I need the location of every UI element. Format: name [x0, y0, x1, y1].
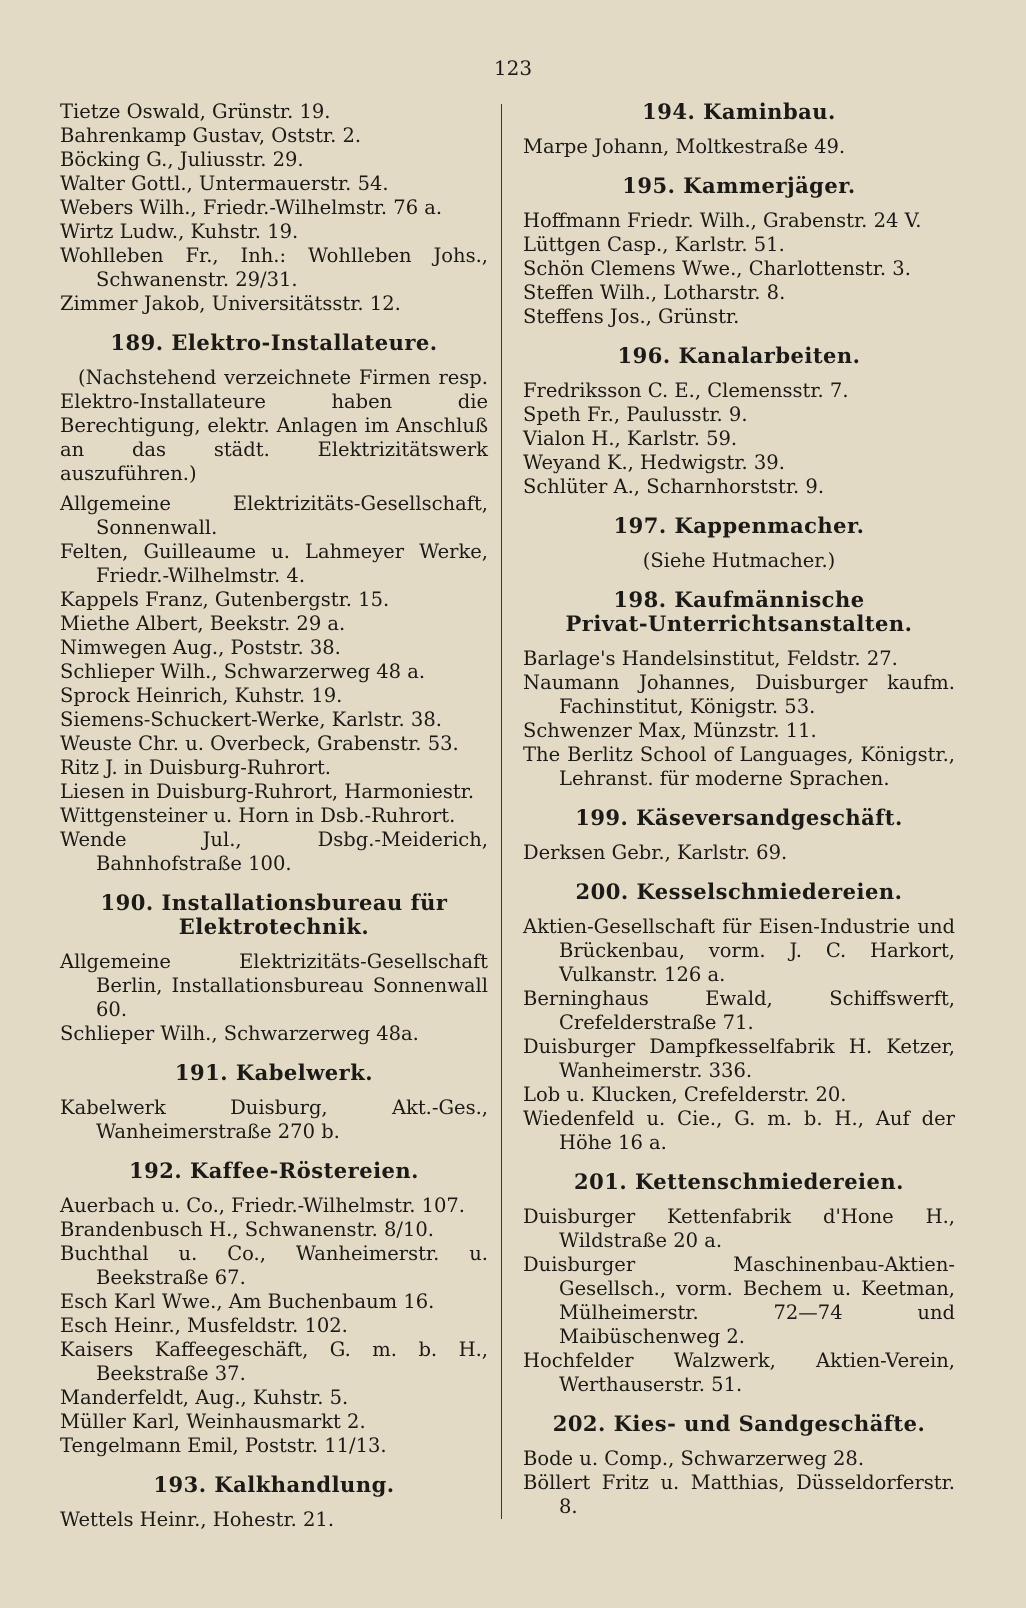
list-item: Marpe Johann, Moltkestraße 49. — [523, 135, 846, 158]
list-item: The Berlitz School of Languages, Königstr., Lehranst. für moderne Sprachen. — [523, 743, 955, 790]
list-item: Schön Clemens Wwe., Charlottenstr. 3. — [523, 257, 911, 280]
section-title: 200. Kesselschmiedereien. — [575, 879, 903, 904]
list-item: Brandenbusch H., Schwanenstr. 8/10. — [60, 1218, 434, 1241]
list-item: Fredriksson C. E., Clemensstr. 7. — [523, 379, 849, 402]
list-item: Wirtz Ludw., Kuhstr. 19. — [60, 220, 299, 243]
list-item: Böcking G., Juliusstr. 29. — [60, 148, 304, 171]
list-item: Zimmer Jakob, Universitätsstr. 12. — [60, 292, 401, 315]
section-title: 202. Kies- und Sandgeschäfte. — [552, 1411, 926, 1436]
section-heading-194 — [523, 100, 955, 124]
list-item: Speth Fr., Paulusstr. 9. — [523, 403, 748, 426]
list-item: Schlieper Wilh., Schwarzerweg 48 a. — [60, 660, 426, 683]
section-heading-200 — [523, 880, 955, 904]
section-title: 189. Elektro-Installateure. — [110, 330, 438, 355]
list-item: Walter Gottl., Untermauerstr. 54. — [60, 172, 389, 195]
list-item: Auerbach u. Co., Friedr.-Wilhelmstr. 107. — [60, 1194, 466, 1217]
list-item: Steffen Wilh., Lotharstr. 8. — [523, 281, 786, 304]
section-heading-198 — [523, 588, 955, 636]
column-divider — [501, 104, 502, 1519]
list-item: Lüttgen Casp., Karlstr. 51. — [523, 233, 785, 256]
section-heading-189 — [60, 331, 488, 355]
section-title: 198. Kaufmännische — [613, 587, 865, 612]
section-title: 197. Kappenmacher. — [613, 513, 865, 538]
list-item: Esch Karl Wwe., Am Buchenbaum 16. — [60, 1290, 435, 1313]
section-note: (Siehe Hutmacher.) — [642, 549, 836, 572]
section-title: 193. Kalkhandlung. — [153, 1472, 395, 1497]
section-heading-195 — [523, 174, 955, 198]
section-heading-197 — [523, 514, 955, 538]
list-item: Wiedenfeld u. Cie., G. m. b. H., Auf der Höhe 16 a. — [523, 1107, 955, 1154]
section-heading-191 — [60, 1061, 488, 1085]
section-heading-201 — [523, 1170, 955, 1194]
section-title-continued: Privat-Unterrichtsanstalten. — [565, 611, 913, 636]
left-column — [60, 100, 488, 1532]
list-item: Vialon H., Karlstr. 59. — [523, 427, 738, 450]
section-heading-192 — [60, 1159, 488, 1183]
section-title: 199. Käseversandgeschäft. — [575, 805, 903, 830]
list-item: Berninghaus Ewald, Schiffswerft, Crefelderstraße 71. — [523, 987, 955, 1034]
list-item: Duisburger Kettenfabrik d'Hone H., Wildstraße 20 a. — [523, 1205, 955, 1252]
list-item: Esch Heinr., Musfeldstr. 102. — [60, 1314, 348, 1337]
list-item: Schlieper Wilh., Schwarzerweg 48a. — [60, 1022, 419, 1045]
list-item: Ritz J. in Duisburg-Ruhrort. — [60, 756, 332, 779]
list-item: Hochfelder Walzwerk, Aktien-Verein, Werthauserstr. 51. — [523, 1349, 955, 1396]
section-heading-202 — [523, 1412, 955, 1436]
list-item: Tietze Oswald, Grünstr. 19. — [60, 100, 331, 123]
list-item: Buchthal u. Co., Wanheimerstr. u. Beekstraße 67. — [60, 1242, 488, 1289]
list-item: Lob u. Klucken, Crefelderstr. 20. — [523, 1083, 847, 1106]
list-item: Schwenzer Max, Münzstr. 11. — [523, 719, 817, 742]
list-item: Schlüter A., Scharnhorststr. 9. — [523, 475, 825, 498]
list-item: Bahrenkamp Gustav, Oststr. 2. — [60, 124, 362, 147]
list-item: Duisburger Dampfkesselfabrik H. Ketzer, Wanheimerstr. 336. — [523, 1035, 955, 1082]
section-title: 194. Kaminbau. — [642, 99, 836, 124]
list-item: Felten, Guilleaume u. Lahmeyer Werke, Friedr.-Wilhelmstr. 4. — [60, 540, 488, 587]
list-item: Steffens Jos., Grünstr. — [523, 305, 740, 328]
section-heading-193 — [60, 1473, 488, 1497]
right-column — [523, 100, 955, 1519]
list-item: Kappels Franz, Gutenbergstr. 15. — [60, 588, 390, 611]
list-item: Tengelmann Emil, Poststr. 11/13. — [60, 1434, 387, 1457]
section-title: 191. Kabelwerk. — [174, 1060, 374, 1085]
list-item: Wende Jul., Dsbg.-Meiderich, Bahnhofstraße 100. — [60, 828, 488, 875]
list-item: Bode u. Comp., Schwarzerweg 28. — [523, 1447, 865, 1470]
section-title: 195. Kammerjäger. — [622, 173, 856, 198]
list-item: Hoffmann Friedr. Wilh., Grabenstr. 24 V. — [523, 209, 922, 232]
list-item: Barlage's Handelsinstitut, Feldstr. 27. — [523, 647, 898, 670]
section-title: 190. Installationsbureau für — [100, 890, 448, 915]
list-item: Allgemeine Elektrizitäts-Gesellschaft, Sonnenwall. — [60, 492, 488, 539]
list-item: Naumann Johannes, Duisburger kaufm. Fachinstitut, Königstr. 53. — [523, 671, 955, 718]
list-item: Wohlleben Fr., Inh.: Wohlleben Johs., Schwanenstr. 29/31. — [60, 244, 488, 291]
list-item: Manderfeldt, Aug., Kuhstr. 5. — [60, 1386, 349, 1409]
list-item: Aktien-Gesellschaft für Eisen-Industrie und Brückenbau, vorm. J. C. Harkort, Vulkanstr. 126 a. — [523, 915, 955, 986]
list-item: Wittgensteiner u. Horn in Dsb.-Ruhrort. — [60, 804, 456, 827]
list-item: Kabelwerk Duisburg, Akt.-Ges., Wanheimerstraße 270 b. — [60, 1096, 488, 1143]
list-item: Böllert Fritz u. Matthias, Düsseldorferstr. 8. — [523, 1471, 955, 1518]
section-heading-199 — [523, 806, 955, 830]
page-number: 123 — [493, 56, 533, 80]
section-title: 196. Kanalarbeiten. — [617, 343, 861, 368]
list-item: Nimwegen Aug., Poststr. 38. — [60, 636, 341, 659]
section-title: 201. Kettenschmiedereien. — [574, 1169, 904, 1194]
list-item: Derksen Gebr., Karlstr. 69. — [523, 841, 788, 864]
list-item: Sprock Heinrich, Kuhstr. 19. — [60, 684, 343, 707]
list-item: Webers Wilh., Friedr.-Wilhelmstr. 76 a. — [60, 196, 443, 219]
section-heading-190 — [60, 891, 488, 939]
list-item: Duisburger Maschinenbau-Aktien-Gesellsch., vorm. Bechem u. Keetman, Mülheimerstr. 72—74 und Maibüschenweg 2. — [523, 1253, 955, 1348]
list-item: Miethe Albert, Beekstr. 29 a. — [60, 612, 346, 635]
section-note: (Nachstehend verzeichnete Firmen resp. Elektro-Installateure haben die Berechtigung, elektr. Anlagen im Anschluß an das städt. Elektrizitätswerk auszuführen.) — [60, 366, 488, 485]
list-item: Allgemeine Elektrizitäts-Gesellschaft Berlin, Installationsbureau Sonnenwall 60. — [60, 950, 488, 1021]
list-item: Müller Karl, Weinhausmarkt 2. — [60, 1410, 366, 1433]
list-item: Weuste Chr. u. Overbeck, Grabenstr. 53. — [60, 732, 459, 755]
section-heading-196 — [523, 344, 955, 368]
section-title: 192. Kaffee-Röstereien. — [128, 1158, 419, 1183]
list-item: Wettels Heinr., Hohestr. 21. — [60, 1508, 335, 1531]
list-item: Kaisers Kaffeegeschäft, G. m. b. H., Beekstraße 37. — [60, 1338, 488, 1385]
list-item: Weyand K., Hedwigstr. 39. — [523, 451, 785, 474]
list-item: Liesen in Duisburg-Ruhrort, Harmoniestr. — [60, 780, 475, 803]
list-item: Siemens-Schuckert-Werke, Karlstr. 38. — [60, 708, 442, 731]
section-title-continued: Elektrotechnik. — [178, 914, 370, 939]
